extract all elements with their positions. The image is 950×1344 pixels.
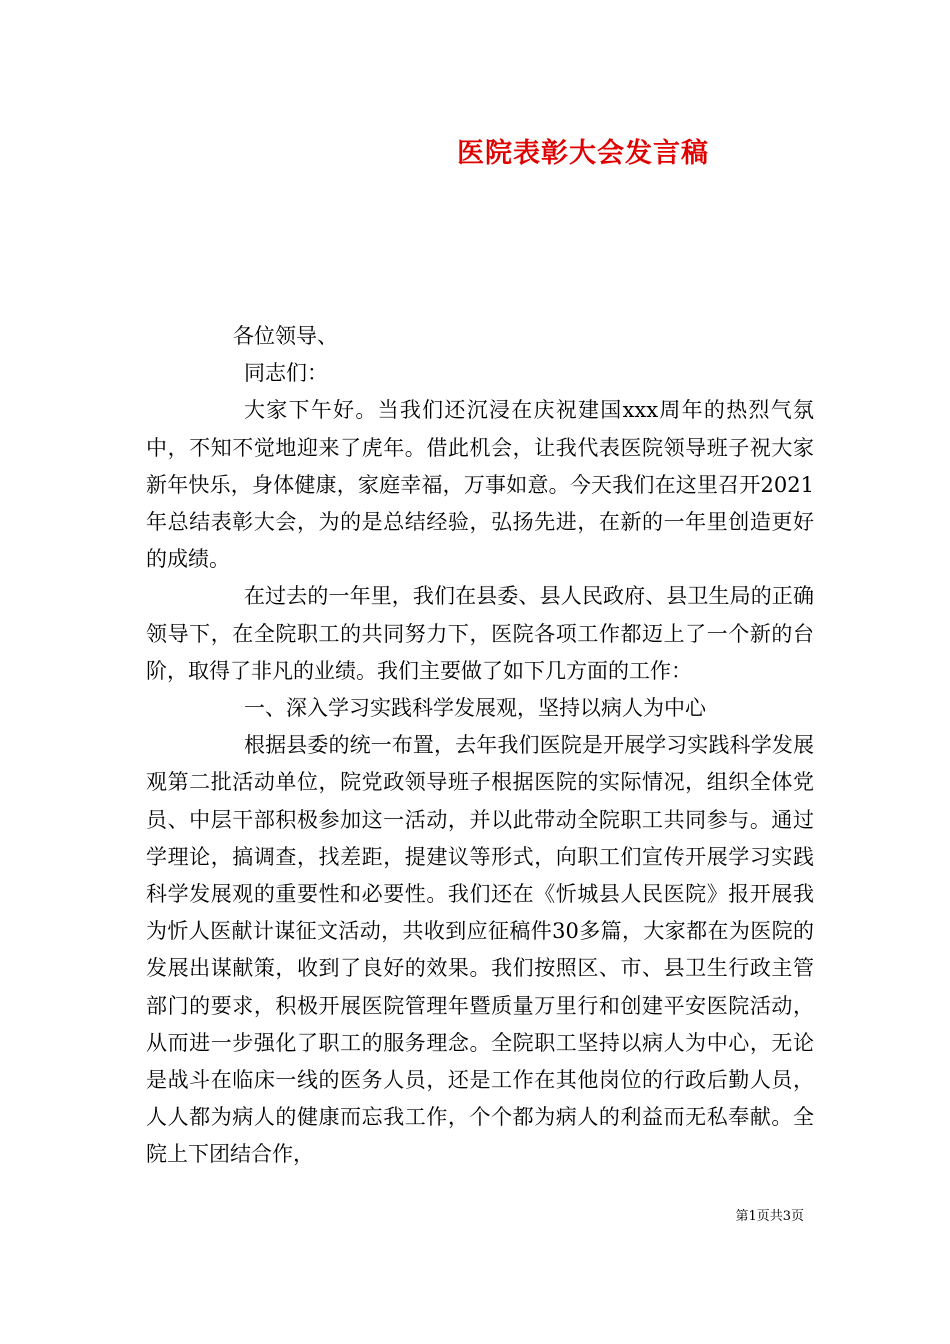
paragraph-past-year: 在过去的一年里，我们在县委、县人民政府、县卫生局的正确领导下，在全院职工的共同努力下，医院各项工作都迈上了一个新的台阶，取得了非凡的业绩。我们主要做了如下几方面的工作： bbox=[146, 584, 814, 683]
document-title: 医院表彰大会发言稿 bbox=[457, 138, 709, 169]
paragraph-greeting: 大家下午好。当我们还沉浸在庆祝建国xxx周年的热烈气氛中，不知不觉地迎来了虎年。借此机会，让我代表医院领导班子祝大家新年快乐，身体健康，家庭幸福，万事如意。今天我们在这里召开2021年总结表彰大会，为的是总结经验，弘扬先进，在新的一年里创造更好的成绩。 bbox=[146, 398, 814, 572]
section-heading-1: 一、深入学习实践科学发展观，坚持以病人为中心 bbox=[244, 696, 706, 721]
document-body bbox=[146, 318, 814, 1174]
page-number: 第1页共3页 bbox=[735, 1209, 804, 1224]
paragraph-section-1: 根据县委的统一布置，去年我们医院是开展学习实践科学发展观第二批活动单位，院党政领导班子根据医院的实际情况，组织全体党员、中层干部积极参加这一活动，并以此带动全院职工共同参与。通过学理论，搞调查，找差距，提建议等形式，向职工们宣传开展学习实践科学发展观的重要性和必要性。我们还在《忻城县人民医院》报开展我为忻人医献计谋征文活动，共收到应征稿件30多篇，大家都在为医院的发展出谋献策，收到了良好的效果。我们按照区、市、县卫生行政主管部门的要求，积极开展医院管理年暨质量万里行和创建平安医院活动，从而进一步强化了职工的服务理念。全院职工坚持以病人为中心，无论是战斗在临床一线的医务人员，还是工作在其他岗位的行政后勤人员，人人都为病人的健康而忘我工作，个个都为病人的利益而无私奉献。全院上下团结合作， bbox=[146, 733, 814, 1167]
salutation-comrades: 同志们： bbox=[244, 361, 328, 386]
salutation-leaders: 各位领导、 bbox=[233, 324, 338, 348]
page-footer bbox=[0, 1205, 950, 1224]
